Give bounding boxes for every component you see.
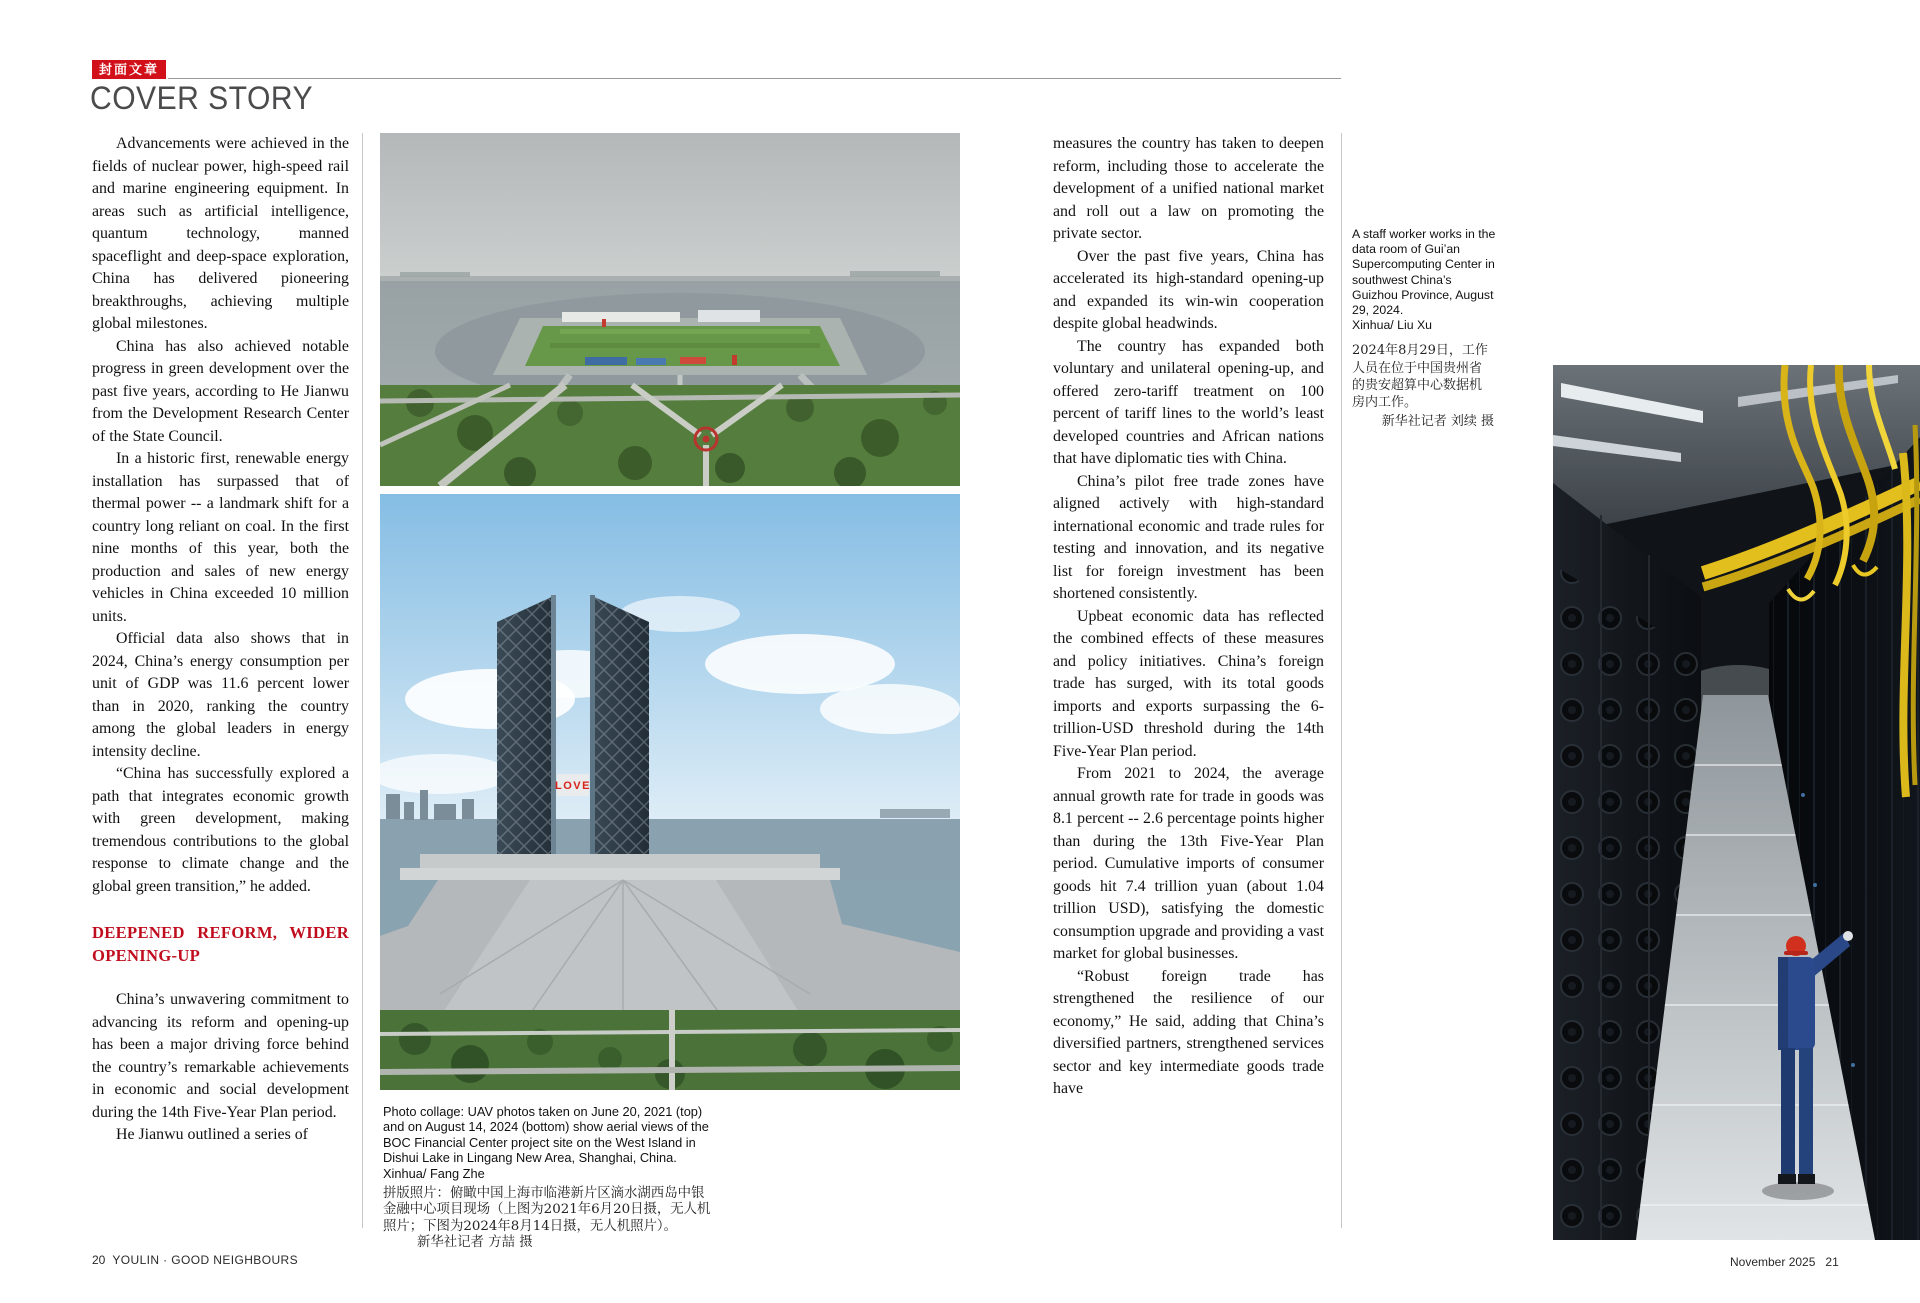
caption-english-text: A staff worker works in the data room of Gui’an Supercomputing Center in southwest China’s Guizhou Province, August 29, 2024. <box>1352 227 1496 318</box>
paragraph: China’s pilot free trade zones have aligned actively with high-standard international economic and trade rules for testing and innovation, and its negative list for foreign investment has been shortened consistently. <box>1053 472 1324 602</box>
paragraph: China has also achieved notable progress in green development over the past five years, according to He Jianwu from the Development Research Center of the State Council. <box>92 337 349 445</box>
foreground-green <box>380 1010 960 1090</box>
article-column-1 <box>92 133 349 1147</box>
paragraph: “Robust foreign trade has strengthened the resilience of our economy,” He said, adding that China’s diversified partners, strengthened services sector and key intermediate goods trade have <box>1053 967 1324 1097</box>
paragraph: From 2021 to 2024, the average annual growth rate for trade in goods was 8.1 percent -- 2.6 percentage points higher than during the 13th Five-Year Plan period. Cumulative imports of consumer goods hit 7.4 trillion yuan (about 1.04 trillion USD), satisfying the domestic consumption upgrade and providing a vast market for global businesses. <box>1053 765 1324 962</box>
paragraph: measures the country has taken to deepen reform, including those to accelerate the development of a unified national market and roll out a law on promoting the private sector. <box>1053 135 1324 242</box>
article-column-2 <box>1053 133 1324 1101</box>
caption-credit-english: Xinhua/ Fang Zhe <box>383 1165 485 1181</box>
page-title: COVER STORY <box>90 80 314 116</box>
paragraph: Advancements were achieved in the fields of nuclear power, high-speed rail and marine engineering equipment. In areas such as artificial intelligence, quantum technology, manned spaceflight and deep-space exploration, China has delivered pioneering breakthroughs, achieving multiple global milestones. <box>92 135 349 332</box>
collage-caption <box>383 1104 717 1252</box>
caption-chinese <box>1352 342 1494 430</box>
paragraph: Upbeat economic data has reflected the combined effects of these measures and policy initiatives. China’s foreign trade has surged, with its total goods imports and exports surpassing the 6-trillion-USD threshold during the 14th Five-Year Plan period. <box>1053 607 1324 760</box>
caption-chinese <box>383 1186 717 1252</box>
supercomputing-caption <box>1352 227 1500 430</box>
caption-credit-english: Xinhua/ Liu Xu <box>1352 318 1432 333</box>
photo-dishui-lake-2021 <box>380 133 960 486</box>
photo-supercomputing-center <box>1553 365 1920 1240</box>
love-sign: LOVE <box>555 780 591 792</box>
towers-photo-illustration <box>380 494 960 1090</box>
data-center-illustration <box>1553 365 1920 1240</box>
caption-chinese-text: 拼版照片：俯瞰中国上海市临港新片区滴水湖西岛中银金融中心项目现场（上图为2021年6月20日摄，无人机照片；下图为2024年8月14日摄，无人机照片）。 <box>383 1186 711 1234</box>
paragraph: In a historic first, renewable energy installation has surpassed that of thermal power -- a landmark shift for a country long reliant on coal. In the first nine months of this year, both the production and sales of new energy vehicles in China exceeded 10 million units. <box>92 450 349 625</box>
column-divider <box>362 133 363 1228</box>
foreground-park <box>380 385 960 486</box>
magazine-name: YOULIN · GOOD NEIGHBOURS <box>112 1253 298 1267</box>
caption-chinese-text: 2024年8月29日，工作人员在位于中国贵州省的贵安超算中心数据机房内工作。 <box>1352 343 1488 411</box>
paragraph: “China has successfully explored a path that integrates economic growth with green development, making tremendous contributions to the global response to climate change and the global green transition,” he added. <box>92 765 349 895</box>
caption-english: Photo collage: UAV photos taken on June 20, 2021 (top) and on August 14, 2024 (bottom) show aerial views of the BOC Financial Center project site on the West Island in Dishui Lake in Lingang New Area, Shanghai, China. <box>383 1104 709 1166</box>
aerial-photo-illustration <box>380 133 960 486</box>
header-rule <box>168 78 1341 79</box>
caption-english <box>1352 227 1500 333</box>
page-number: 21 <box>1825 1255 1839 1269</box>
section-badge: 封面文章 <box>92 60 166 79</box>
caption-credit-chinese: 新华社记者 刘续 摄 <box>1381 414 1494 430</box>
footer-left <box>92 1253 298 1267</box>
photo-boc-towers-2024 <box>380 494 960 1090</box>
paragraph: China’s unwavering commitment to advancing its reform and opening-up has been a major driving force behind the country’s remarkable achievements in economic and social development during the 14th Five-Year Plan period. <box>92 991 349 1121</box>
section-heading: DEEPENED REFORM, WIDER OPENING-UP <box>92 923 349 965</box>
caption-credit-chinese: 新华社记者 方喆 摄 <box>417 1235 533 1251</box>
page-divider <box>1341 133 1342 1228</box>
paragraph: He Jianwu outlined a series of <box>116 1126 308 1143</box>
footer-right <box>1730 1255 1839 1269</box>
paragraph: Official data also shows that in 2024, China’s energy consumption per unit of GDP was 11.6 percent lower than in 2020, ranking the country among the global leaders in energy intensity decline. <box>92 630 349 760</box>
paragraph: The country has expanded both voluntary and unilateral opening-up, and offered zero-tariff treatment on 100 percent of tariff lines to the world’s least developed countries and African nations that have diplomatic ties with China. <box>1053 337 1324 467</box>
page-number: 20 <box>92 1253 106 1267</box>
paragraph: Over the past five years, China has accelerated its high-standard opening-up and expanded its win-win cooperation despite global headwinds. <box>1053 247 1324 332</box>
issue-date: November 2025 <box>1730 1255 1816 1269</box>
